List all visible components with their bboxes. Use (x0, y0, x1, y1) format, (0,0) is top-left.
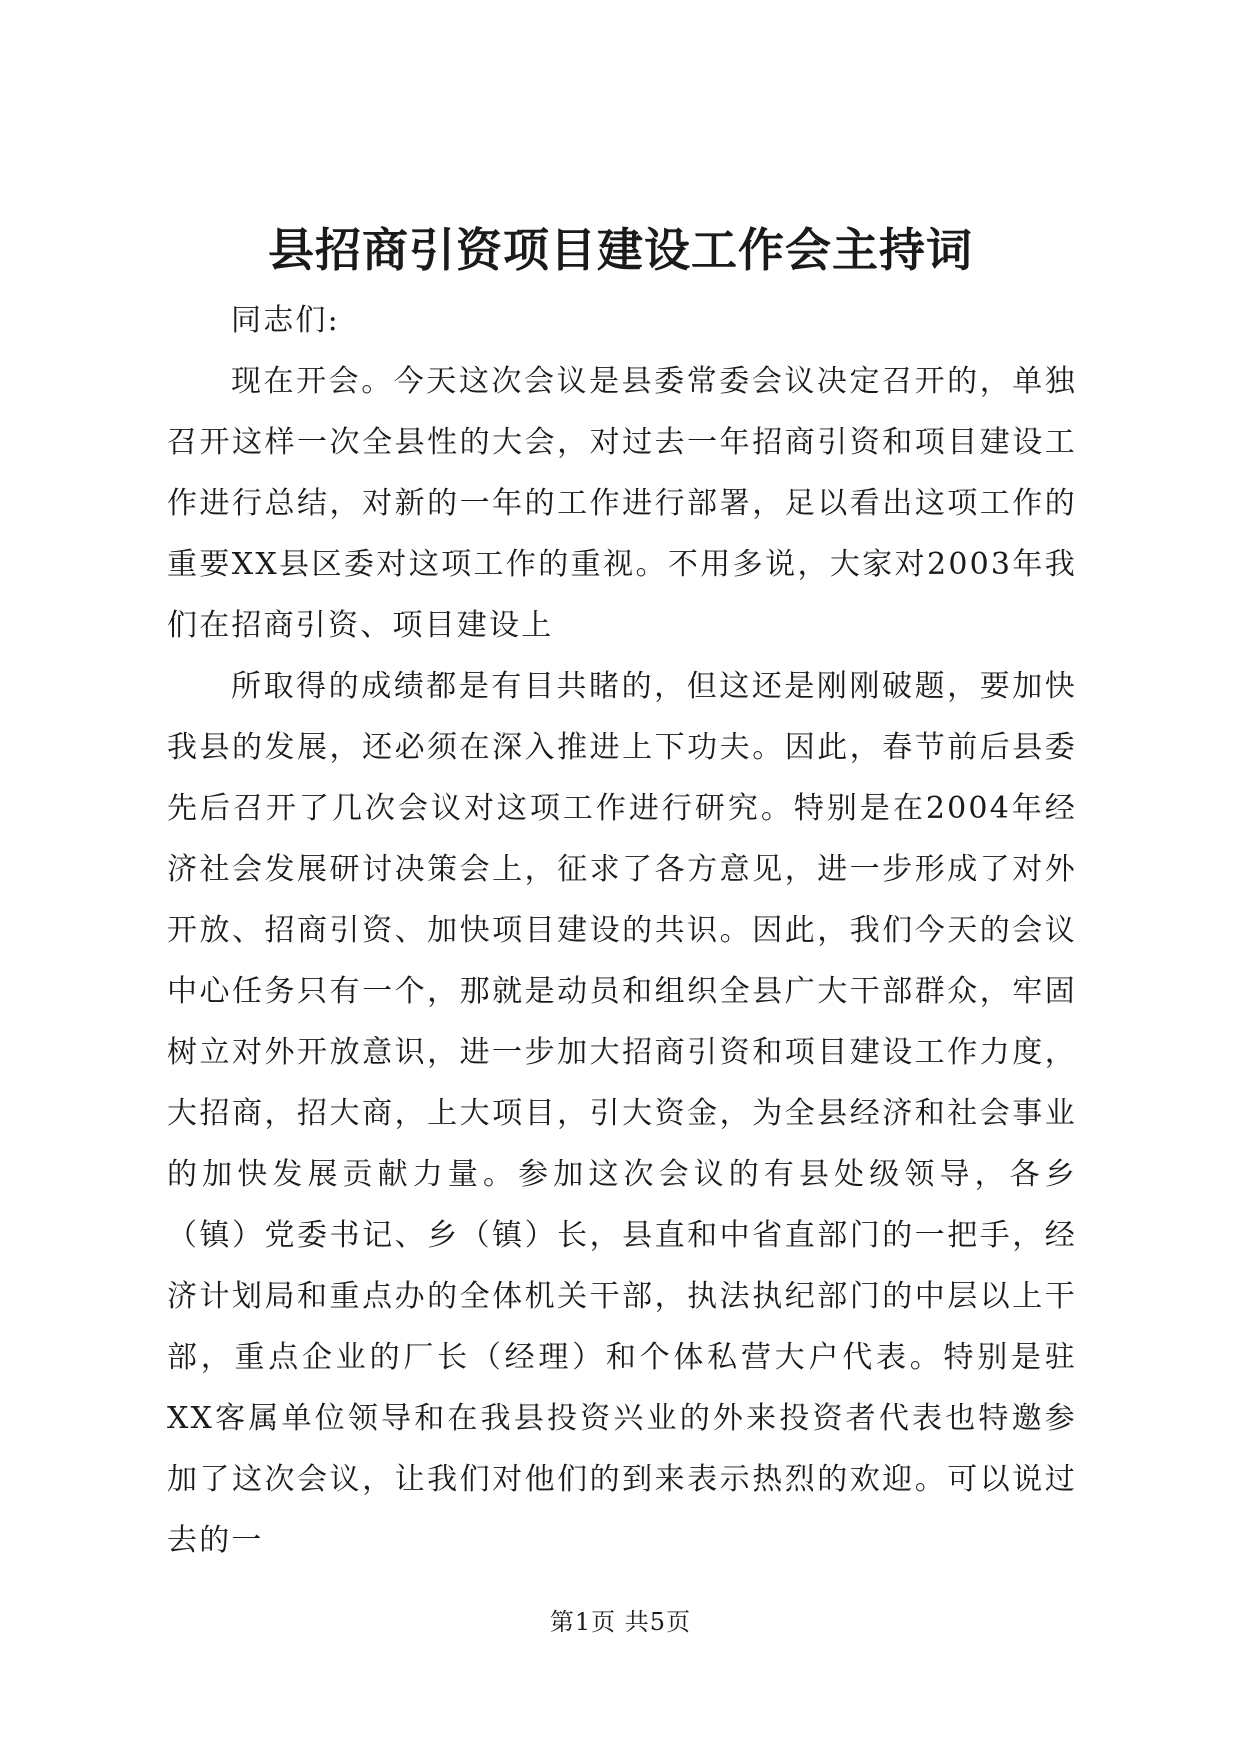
page-number-label: 第1页 共5页 (549, 1608, 692, 1636)
paragraph-1: 现在开会。今天这次会议是县委常委会议决定召开的，单独召开这样一次全县性的大会，对过去一年招商引资和项目建设工作进行总结，对新的一年的工作进行部署，足以看出这项工作的重要XX县区委对这项工作的重视。不用多说，大家对2003年我们在招商引资、项目建设上 (167, 364, 1077, 643)
paragraph-2: 所取得的成绩都是有目共睹的，但这还是刚刚破题，要加快我县的发展，还必须在深入推进上下功夫。因此，春节前后县委先后召开了几次会议对这项工作进行研究。特别是在2004年经济社会发展研讨决策会上，征求了各方意见，进一步形成了对外开放、招商引资、加快项目建设的共识。因此，我们今天的会议中心任务只有一个，那就是动员和组织全县广大干部群众，牢固树立对外开放意识，进一步加大招商引资和项目建设工作力度，大招商，招大商，上大项目，引大资金，为全县经济和社会事业的加快发展贡献力量。参加这次会议的有县处级领导，各乡（镇）党委书记、乡（镇）长，县直和中省直部门的一把手，经济计划局和重点办的全体机关干部，执法执纪部门的中层以上干部，重点企业的厂长（经理）和个体私营大户代表。特别是驻XX客属单位领导和在我县投资兴业的外来投资者代表也特邀参加了这次会议，让我们对他们的到来表示热烈的欢迎。可以说过去的一 (167, 669, 1077, 1558)
document-body (167, 290, 1077, 1571)
document-title: 县招商引资项目建设工作会主持词 (268, 223, 973, 277)
salutation: 同志们: (231, 303, 340, 338)
page-footer (0, 1607, 1241, 1637)
